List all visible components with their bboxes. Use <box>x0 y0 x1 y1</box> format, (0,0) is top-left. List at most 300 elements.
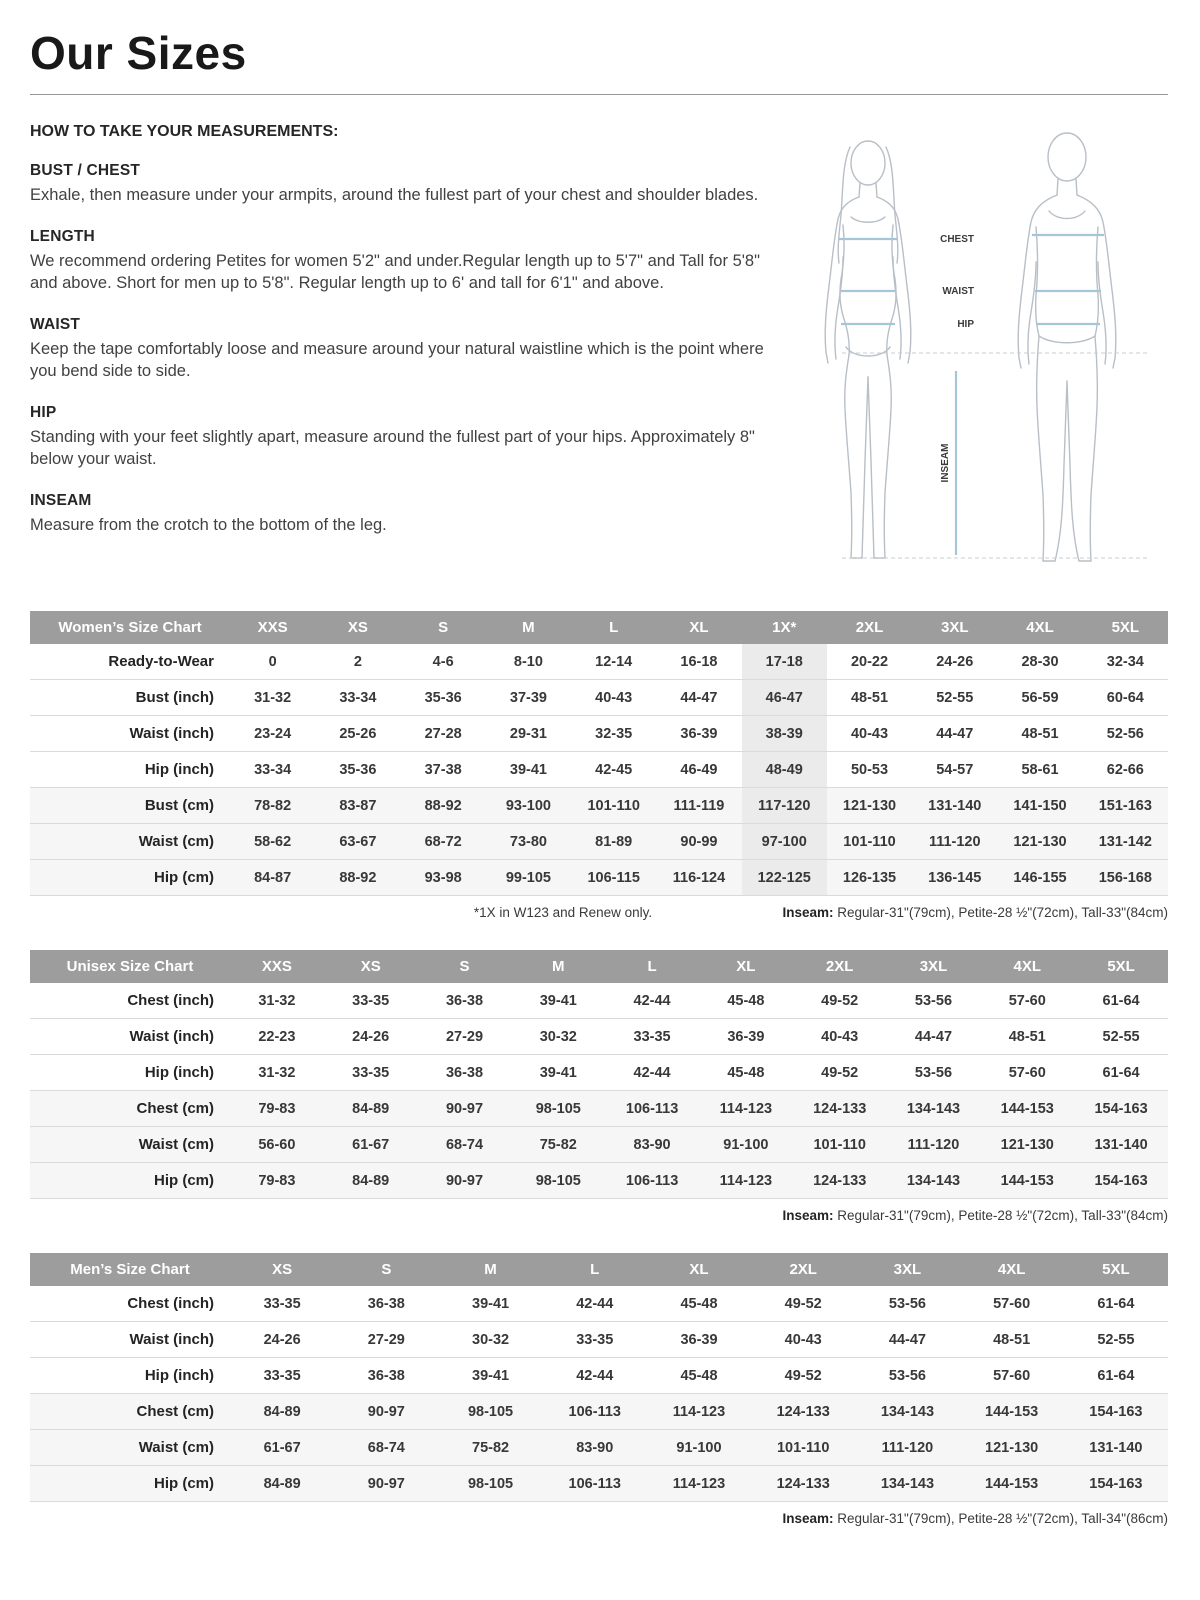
size-value-cell: 33-35 <box>543 1322 647 1358</box>
size-value-cell: 32-34 <box>1083 644 1168 680</box>
size-value-cell: 121-130 <box>960 1430 1064 1466</box>
size-value-cell: 49-52 <box>793 983 887 1019</box>
footnote-inseam: Inseam: Regular-31"(79cm), Petite-28 ½"(72cm), Tall-33"(84cm) <box>782 905 1168 920</box>
size-value-cell: 106-113 <box>605 1091 699 1127</box>
size-value-cell: 53-56 <box>855 1286 959 1322</box>
size-value-cell: 39-41 <box>438 1286 542 1322</box>
size-value-cell: 56-60 <box>230 1127 324 1163</box>
table-row <box>30 1091 1168 1127</box>
size-value-cell: 97-100 <box>742 824 827 860</box>
size-value-cell: 38-39 <box>742 716 827 752</box>
size-value-cell: 84-89 <box>324 1163 418 1199</box>
body-measurement-diagram <box>796 121 1168 581</box>
size-column-header: XL <box>647 1253 751 1286</box>
row-label: Waist (cm) <box>30 824 230 860</box>
size-value-cell: 48-49 <box>742 752 827 788</box>
size-value-cell: 36-38 <box>418 1055 512 1091</box>
size-value-cell: 90-97 <box>334 1394 438 1430</box>
size-value-cell: 154-163 <box>1074 1091 1168 1127</box>
row-label: Hip (inch) <box>30 1358 230 1394</box>
size-value-cell: 61-64 <box>1064 1358 1168 1394</box>
row-label: Waist (cm) <box>30 1430 230 1466</box>
size-column-header: L <box>543 1253 647 1286</box>
size-value-cell: 39-41 <box>486 752 571 788</box>
size-value-cell: 36-39 <box>656 716 741 752</box>
size-column-header: S <box>334 1253 438 1286</box>
size-value-cell: 98-105 <box>438 1394 542 1430</box>
size-value-cell: 45-48 <box>699 983 793 1019</box>
size-column-header: XL <box>699 950 793 983</box>
table-row <box>30 1358 1168 1394</box>
size-value-cell: 33-35 <box>230 1358 334 1394</box>
size-value-cell: 4-6 <box>401 644 486 680</box>
table-row <box>30 983 1168 1019</box>
measurement-section <box>30 121 1168 581</box>
size-value-cell: 131-140 <box>1074 1127 1168 1163</box>
size-value-cell: 144-153 <box>980 1091 1074 1127</box>
chart-title: Women’s Size Chart <box>30 611 230 644</box>
size-value-cell: 81-89 <box>571 824 656 860</box>
size-value-cell: 60-64 <box>1083 680 1168 716</box>
size-value-cell: 84-89 <box>230 1466 334 1502</box>
size-value-cell: 49-52 <box>751 1358 855 1394</box>
size-value-cell: 39-41 <box>438 1358 542 1394</box>
size-value-cell: 131-140 <box>1064 1430 1168 1466</box>
table-row <box>30 1163 1168 1199</box>
row-label: Waist (inch) <box>30 1019 230 1055</box>
size-value-cell: 83-90 <box>605 1127 699 1163</box>
size-value-cell: 44-47 <box>855 1322 959 1358</box>
size-value-cell: 53-56 <box>887 983 981 1019</box>
size-value-cell: 131-140 <box>912 788 997 824</box>
size-value-cell: 93-100 <box>486 788 571 824</box>
size-value-cell: 151-163 <box>1083 788 1168 824</box>
size-value-cell: 40-43 <box>571 680 656 716</box>
size-value-cell: 35-36 <box>315 752 400 788</box>
size-column-header: 4XL <box>960 1253 1064 1286</box>
row-label: Hip (cm) <box>30 860 230 896</box>
man-figure-outline <box>1018 133 1116 561</box>
diagram-labels <box>940 234 974 482</box>
size-value-cell: 124-133 <box>793 1163 887 1199</box>
size-value-cell: 61-64 <box>1074 983 1168 1019</box>
size-value-cell: 88-92 <box>315 860 400 896</box>
size-value-cell: 54-57 <box>912 752 997 788</box>
size-value-cell: 24-26 <box>324 1019 418 1055</box>
size-value-cell: 75-82 <box>511 1127 605 1163</box>
size-value-cell: 37-39 <box>486 680 571 716</box>
size-value-cell: 106-113 <box>605 1163 699 1199</box>
size-value-cell: 98-105 <box>511 1091 605 1127</box>
size-value-cell: 114-123 <box>699 1091 793 1127</box>
size-value-cell: 146-155 <box>997 860 1082 896</box>
size-value-cell: 101-110 <box>793 1127 887 1163</box>
size-value-cell: 68-72 <box>401 824 486 860</box>
instruction-title: INSEAM <box>30 491 92 509</box>
instruction-title: HIP <box>30 403 57 421</box>
size-value-cell: 114-123 <box>647 1466 751 1502</box>
size-value-cell: 32-35 <box>571 716 656 752</box>
footnote-inseam: Inseam: Regular-31"(79cm), Petite-28 ½"(72cm), Tall-33"(84cm) <box>782 1208 1168 1223</box>
size-value-cell: 73-80 <box>486 824 571 860</box>
size-value-cell: 141-150 <box>997 788 1082 824</box>
size-value-cell: 58-61 <box>997 752 1082 788</box>
size-column-header: 4XL <box>980 950 1074 983</box>
size-value-cell: 57-60 <box>980 983 1074 1019</box>
size-column-header: 5XL <box>1064 1253 1168 1286</box>
table-row <box>30 824 1168 860</box>
title-divider <box>30 94 1168 95</box>
size-value-cell: 61-67 <box>324 1127 418 1163</box>
header-row <box>30 950 1168 983</box>
size-value-cell: 98-105 <box>438 1466 542 1502</box>
table-row <box>30 1055 1168 1091</box>
size-value-cell: 53-56 <box>855 1358 959 1394</box>
size-value-cell: 2 <box>315 644 400 680</box>
table-row <box>30 860 1168 896</box>
size-value-cell: 101-110 <box>827 824 912 860</box>
size-value-cell: 144-153 <box>960 1466 1064 1502</box>
mens-size-chart <box>30 1253 1168 1526</box>
table-row <box>30 1019 1168 1055</box>
size-value-cell: 42-44 <box>605 1055 699 1091</box>
size-value-cell: 17-18 <box>742 644 827 680</box>
size-value-cell: 44-47 <box>887 1019 981 1055</box>
size-column-header: L <box>571 611 656 644</box>
size-value-cell: 84-89 <box>324 1091 418 1127</box>
size-value-cell: 39-41 <box>511 1055 605 1091</box>
footnote-inseam: Inseam: Regular-31"(79cm), Petite-28 ½"(72cm), Tall-34"(86cm) <box>782 1511 1168 1526</box>
size-column-header: S <box>418 950 512 983</box>
size-value-cell: 62-66 <box>1083 752 1168 788</box>
size-value-cell: 40-43 <box>751 1322 855 1358</box>
size-value-cell: 45-48 <box>699 1055 793 1091</box>
row-label: Chest (inch) <box>30 983 230 1019</box>
size-value-cell: 111-120 <box>855 1430 959 1466</box>
measurement-instructions <box>30 121 770 537</box>
size-value-cell: 39-41 <box>511 983 605 1019</box>
table-footnotes <box>30 1511 1168 1526</box>
size-value-cell: 30-32 <box>438 1322 542 1358</box>
row-label: Hip (inch) <box>30 1055 230 1091</box>
instruction-body: Exhale, then measure under your armpits, around the fullest part of your chest and shoulder blades. <box>30 186 759 204</box>
row-label: Ready-to-Wear <box>30 644 230 680</box>
size-value-cell: 46-47 <box>742 680 827 716</box>
unisex-size-chart <box>30 950 1168 1223</box>
size-value-cell: 31-32 <box>230 983 324 1019</box>
size-value-cell: 31-32 <box>230 1055 324 1091</box>
size-value-cell: 117-120 <box>742 788 827 824</box>
mens-size-chart-table <box>30 1253 1168 1502</box>
size-value-cell: 48-51 <box>980 1019 1074 1055</box>
size-value-cell: 121-130 <box>980 1127 1074 1163</box>
size-value-cell: 93-98 <box>401 860 486 896</box>
row-label: Bust (cm) <box>30 788 230 824</box>
size-value-cell: 27-29 <box>334 1322 438 1358</box>
size-value-cell: 84-87 <box>230 860 315 896</box>
instruction-title: BUST / CHEST <box>30 162 141 179</box>
size-value-cell: 33-35 <box>324 983 418 1019</box>
size-value-cell: 126-135 <box>827 860 912 896</box>
size-column-header: 5XL <box>1083 611 1168 644</box>
size-value-cell: 61-64 <box>1074 1055 1168 1091</box>
instruction-body: Standing with your feet slightly apart, measure around the fullest part of your hips. Approximately 8" below your waist. <box>30 427 755 468</box>
size-value-cell: 116-124 <box>656 860 741 896</box>
table-footnotes <box>30 1208 1168 1223</box>
size-value-cell: 36-39 <box>647 1322 751 1358</box>
size-column-header: M <box>511 950 605 983</box>
size-column-header: 3XL <box>887 950 981 983</box>
table-row <box>30 716 1168 752</box>
row-label: Waist (inch) <box>30 1322 230 1358</box>
size-value-cell: 144-153 <box>980 1163 1074 1199</box>
size-value-cell: 68-74 <box>334 1430 438 1466</box>
row-label: Hip (cm) <box>30 1466 230 1502</box>
row-label: Waist (inch) <box>30 716 230 752</box>
size-column-header: 2XL <box>793 950 887 983</box>
page-title: Our Sizes <box>30 27 247 79</box>
size-column-header: XS <box>324 950 418 983</box>
size-value-cell: 90-97 <box>418 1091 512 1127</box>
size-column-header: 2XL <box>827 611 912 644</box>
size-value-cell: 75-82 <box>438 1430 542 1466</box>
inseam-label: INSEAM <box>940 443 951 483</box>
size-value-cell: 36-38 <box>418 983 512 1019</box>
size-value-cell: 91-100 <box>647 1430 751 1466</box>
size-value-cell: 35-36 <box>401 680 486 716</box>
size-value-cell: 27-28 <box>401 716 486 752</box>
table-row <box>30 752 1168 788</box>
size-column-header: L <box>605 950 699 983</box>
size-value-cell: 84-89 <box>230 1394 334 1430</box>
size-value-cell: 31-32 <box>230 680 315 716</box>
row-label: Chest (cm) <box>30 1091 230 1127</box>
size-value-cell: 101-110 <box>571 788 656 824</box>
size-value-cell: 124-133 <box>751 1394 855 1430</box>
size-value-cell: 58-62 <box>230 824 315 860</box>
size-value-cell: 134-143 <box>855 1394 959 1430</box>
size-value-cell: 121-130 <box>827 788 912 824</box>
size-value-cell: 79-83 <box>230 1091 324 1127</box>
instruction-body: Measure from the crotch to the bottom of the leg. <box>30 515 387 534</box>
size-value-cell: 99-105 <box>486 860 571 896</box>
size-value-cell: 45-48 <box>647 1358 751 1394</box>
size-column-header: XL <box>656 611 741 644</box>
measurement-diagram <box>796 121 1168 581</box>
size-value-cell: 106-113 <box>543 1466 647 1502</box>
size-value-cell: 61-67 <box>230 1430 334 1466</box>
size-value-cell: 68-74 <box>418 1127 512 1163</box>
size-value-cell: 91-100 <box>699 1127 793 1163</box>
size-value-cell: 36-39 <box>699 1019 793 1055</box>
size-column-header: XS <box>230 1253 334 1286</box>
instruction-body: Keep the tape comfortably loose and measure around your natural waistline which is the point where you bend side to side. <box>30 339 764 380</box>
table-row <box>30 644 1168 680</box>
size-value-cell: 37-38 <box>401 752 486 788</box>
size-value-cell: 29-31 <box>486 716 571 752</box>
table-row <box>30 1127 1168 1163</box>
size-column-header: M <box>486 611 571 644</box>
size-value-cell: 124-133 <box>751 1466 855 1502</box>
row-label: Hip (inch) <box>30 752 230 788</box>
header-row <box>30 611 1168 644</box>
size-value-cell: 27-29 <box>418 1019 512 1055</box>
size-value-cell: 52-56 <box>1083 716 1168 752</box>
size-value-cell: 61-64 <box>1064 1286 1168 1322</box>
size-value-cell: 114-123 <box>699 1163 793 1199</box>
size-column-header: 4XL <box>997 611 1082 644</box>
size-value-cell: 33-35 <box>324 1055 418 1091</box>
size-column-header: 2XL <box>751 1253 855 1286</box>
size-value-cell: 24-26 <box>912 644 997 680</box>
waist-label: WAIST <box>942 286 974 297</box>
size-value-cell: 144-153 <box>960 1394 1064 1430</box>
size-value-cell: 36-38 <box>334 1286 438 1322</box>
size-value-cell: 88-92 <box>401 788 486 824</box>
table-row <box>30 1394 1168 1430</box>
table-row <box>30 1322 1168 1358</box>
size-column-header: M <box>438 1253 542 1286</box>
chest-label: CHEST <box>940 234 974 245</box>
size-value-cell: 52-55 <box>912 680 997 716</box>
size-value-cell: 20-22 <box>827 644 912 680</box>
womens-size-chart <box>30 611 1168 920</box>
size-value-cell: 8-10 <box>486 644 571 680</box>
size-value-cell: 42-44 <box>543 1358 647 1394</box>
size-value-cell: 30-32 <box>511 1019 605 1055</box>
size-value-cell: 106-115 <box>571 860 656 896</box>
row-label: Waist (cm) <box>30 1127 230 1163</box>
instruction-sections <box>30 162 770 537</box>
instructions-heading: HOW TO TAKE YOUR MEASUREMENTS: <box>30 123 339 140</box>
size-value-cell: 49-52 <box>751 1286 855 1322</box>
size-column-header: 5XL <box>1074 950 1168 983</box>
size-value-cell: 131-142 <box>1083 824 1168 860</box>
size-value-cell: 40-43 <box>827 716 912 752</box>
size-value-cell: 121-130 <box>997 824 1082 860</box>
header-row <box>30 1253 1168 1286</box>
size-column-header: XXS <box>230 950 324 983</box>
row-label: Bust (inch) <box>30 680 230 716</box>
figure-outlines <box>825 133 1116 561</box>
instruction-title: LENGTH <box>30 227 95 245</box>
row-label: Hip (cm) <box>30 1163 230 1199</box>
size-value-cell: 50-53 <box>827 752 912 788</box>
size-value-cell: 12-14 <box>571 644 656 680</box>
size-value-cell: 36-38 <box>334 1358 438 1394</box>
size-value-cell: 52-55 <box>1064 1322 1168 1358</box>
size-value-cell: 114-123 <box>647 1394 751 1430</box>
size-value-cell: 90-99 <box>656 824 741 860</box>
size-column-header: XS <box>315 611 400 644</box>
size-value-cell: 22-23 <box>230 1019 324 1055</box>
size-value-cell: 101-110 <box>751 1430 855 1466</box>
size-value-cell: 33-34 <box>230 752 315 788</box>
table-row <box>30 788 1168 824</box>
size-value-cell: 16-18 <box>656 644 741 680</box>
size-value-cell: 33-34 <box>315 680 400 716</box>
size-value-cell: 90-97 <box>418 1163 512 1199</box>
chart-title: Men’s Size Chart <box>30 1253 230 1286</box>
size-value-cell: 134-143 <box>855 1466 959 1502</box>
footnote-note: *1X in W123 and Renew only. <box>473 905 653 920</box>
size-value-cell: 63-67 <box>315 824 400 860</box>
size-value-cell: 90-97 <box>334 1466 438 1502</box>
row-label: Chest (cm) <box>30 1394 230 1430</box>
size-value-cell: 40-43 <box>793 1019 887 1055</box>
size-value-cell: 122-125 <box>742 860 827 896</box>
size-value-cell: 111-119 <box>656 788 741 824</box>
size-value-cell: 46-49 <box>656 752 741 788</box>
size-value-cell: 49-52 <box>793 1055 887 1091</box>
size-value-cell: 42-44 <box>605 983 699 1019</box>
womens-size-chart-table <box>30 611 1168 896</box>
table-row <box>30 1466 1168 1502</box>
chart-title: Unisex Size Chart <box>30 950 230 983</box>
measurement-lines <box>839 235 1104 555</box>
size-value-cell: 156-168 <box>1083 860 1168 896</box>
size-value-cell: 44-47 <box>656 680 741 716</box>
table-row <box>30 1286 1168 1322</box>
size-value-cell: 24-26 <box>230 1322 334 1358</box>
size-column-header: 3XL <box>912 611 997 644</box>
size-value-cell: 57-60 <box>960 1358 1064 1394</box>
woman-figure-outline <box>825 141 911 558</box>
size-column-header: XXS <box>230 611 315 644</box>
size-value-cell: 48-51 <box>960 1322 1064 1358</box>
size-value-cell: 79-83 <box>230 1163 324 1199</box>
size-value-cell: 48-51 <box>827 680 912 716</box>
size-column-header: 3XL <box>855 1253 959 1286</box>
size-value-cell: 154-163 <box>1074 1163 1168 1199</box>
size-value-cell: 33-35 <box>605 1019 699 1055</box>
size-value-cell: 83-87 <box>315 788 400 824</box>
size-column-header: 1X* <box>742 611 827 644</box>
size-charts <box>30 611 1168 1526</box>
size-column-header: S <box>401 611 486 644</box>
size-value-cell: 154-163 <box>1064 1394 1168 1430</box>
size-value-cell: 111-120 <box>912 824 997 860</box>
size-value-cell: 124-133 <box>793 1091 887 1127</box>
size-value-cell: 23-24 <box>230 716 315 752</box>
size-value-cell: 42-45 <box>571 752 656 788</box>
size-value-cell: 45-48 <box>647 1286 751 1322</box>
row-label: Chest (inch) <box>30 1286 230 1322</box>
size-value-cell: 25-26 <box>315 716 400 752</box>
size-value-cell: 111-120 <box>887 1127 981 1163</box>
instruction-title: WAIST <box>30 315 81 333</box>
size-value-cell: 136-145 <box>912 860 997 896</box>
size-value-cell: 98-105 <box>511 1163 605 1199</box>
size-value-cell: 56-59 <box>997 680 1082 716</box>
hip-label: HIP <box>957 319 974 330</box>
size-value-cell: 33-35 <box>230 1286 334 1322</box>
size-value-cell: 106-113 <box>543 1394 647 1430</box>
unisex-size-chart-table <box>30 950 1168 1199</box>
size-value-cell: 134-143 <box>887 1163 981 1199</box>
size-value-cell: 52-55 <box>1074 1019 1168 1055</box>
table-row <box>30 1430 1168 1466</box>
size-value-cell: 42-44 <box>543 1286 647 1322</box>
size-value-cell: 134-143 <box>887 1091 981 1127</box>
instruction-body: We recommend ordering Petites for women 5'2" and under.Regular length up to 5'7" and Tall for 5'8" and above. Short for men up to 5'8". Regular length up to 6' and tall for 6'1" and above. <box>30 251 760 292</box>
size-value-cell: 48-51 <box>997 716 1082 752</box>
size-value-cell: 44-47 <box>912 716 997 752</box>
size-value-cell: 78-82 <box>230 788 315 824</box>
size-value-cell: 83-90 <box>543 1430 647 1466</box>
size-value-cell: 57-60 <box>980 1055 1074 1091</box>
size-value-cell: 28-30 <box>997 644 1082 680</box>
